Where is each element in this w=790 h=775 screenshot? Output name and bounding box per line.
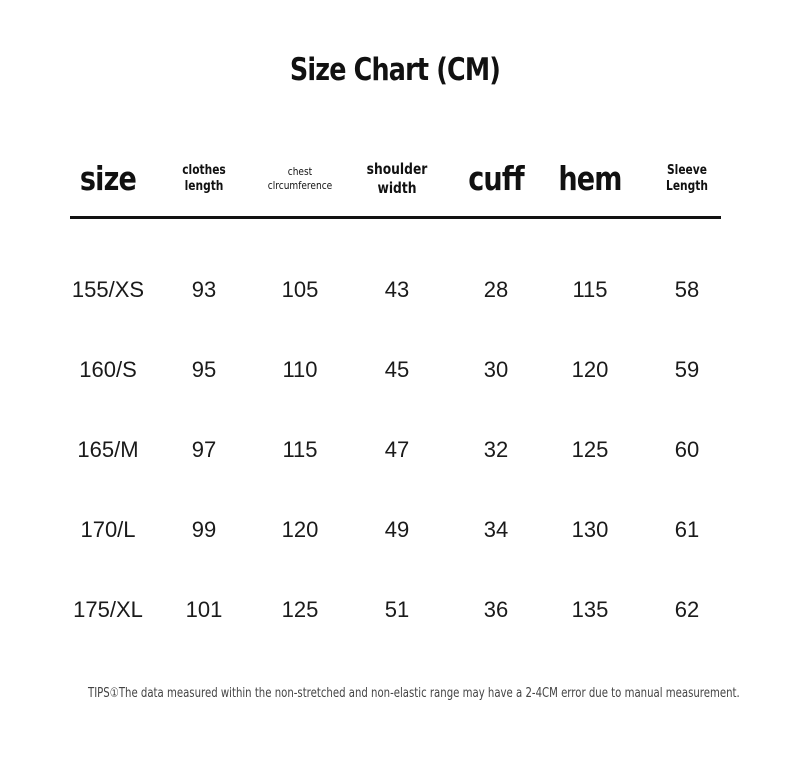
cell-hem: 130 bbox=[571, 517, 609, 542]
tips-note: TIPS①The data measured within the non-stretched and non-elastic range may have a 2-4CM error due to manual measurement. bbox=[88, 686, 740, 701]
cell-sleeve-length: 60 bbox=[674, 437, 700, 462]
cell-size: 175/XL bbox=[73, 597, 143, 622]
header-hem bbox=[551, 140, 630, 218]
cell-size: 165/M bbox=[77, 437, 139, 462]
cell-hem: 120 bbox=[571, 357, 609, 382]
header-shoulder-width bbox=[358, 140, 437, 218]
cell-cuff: 32 bbox=[483, 437, 509, 462]
header-label: Sleeve Length bbox=[666, 162, 708, 194]
cell-clothes-length: 99 bbox=[191, 517, 217, 542]
cell-size: 155/XS bbox=[71, 277, 145, 302]
cell-clothes-length: 95 bbox=[191, 357, 217, 382]
header-label: shoulder width bbox=[366, 160, 428, 197]
cell-shoulder-width: 51 bbox=[384, 597, 410, 622]
cell-shoulder-width: 45 bbox=[384, 357, 410, 382]
header-label: hem bbox=[558, 159, 622, 199]
table-header bbox=[70, 140, 720, 218]
header-clothes-length bbox=[165, 140, 244, 218]
cell-cuff: 30 bbox=[483, 357, 509, 382]
header-divider bbox=[70, 216, 721, 219]
cell-sleeve-length: 62 bbox=[674, 597, 700, 622]
cell-chest-circumference: 125 bbox=[281, 597, 319, 622]
table-row bbox=[70, 510, 720, 550]
header-label: cuff bbox=[468, 159, 524, 199]
header-cuff bbox=[457, 140, 536, 218]
cell-clothes-length: 101 bbox=[185, 597, 223, 622]
cell-chest-circumference: 110 bbox=[282, 357, 318, 382]
cell-clothes-length: 93 bbox=[191, 277, 217, 302]
cell-sleeve-length: 59 bbox=[674, 357, 700, 382]
table-row bbox=[70, 430, 720, 470]
cell-shoulder-width: 49 bbox=[384, 517, 410, 542]
header-label: size bbox=[79, 159, 137, 199]
table-row bbox=[70, 590, 720, 630]
table-row bbox=[70, 350, 720, 390]
cell-hem: 115 bbox=[572, 277, 608, 302]
cell-shoulder-width: 47 bbox=[384, 437, 410, 462]
header-size bbox=[69, 140, 148, 218]
cell-hem: 125 bbox=[571, 437, 609, 462]
cell-size: 160/S bbox=[79, 357, 137, 382]
cell-size: 170/L bbox=[80, 517, 136, 542]
header-label: chest clrcumference bbox=[267, 165, 333, 192]
cell-clothes-length: 97 bbox=[191, 437, 217, 462]
table-row bbox=[70, 270, 720, 310]
cell-cuff: 36 bbox=[483, 597, 509, 622]
cell-chest-circumference: 120 bbox=[281, 517, 319, 542]
cell-sleeve-length: 58 bbox=[674, 277, 700, 302]
cell-chest-circumference: 105 bbox=[281, 277, 319, 302]
cell-cuff: 28 bbox=[483, 277, 509, 302]
header-chest-circumference bbox=[261, 140, 340, 218]
cell-chest-circumference: 115 bbox=[282, 437, 318, 462]
header-label: clothes length bbox=[182, 162, 226, 194]
cell-hem: 135 bbox=[571, 597, 609, 622]
cell-shoulder-width: 43 bbox=[384, 277, 410, 302]
cell-cuff: 34 bbox=[483, 517, 509, 542]
cell-sleeve-length: 61 bbox=[674, 517, 700, 542]
chart-title: Size Chart (CM) bbox=[289, 52, 501, 88]
header-sleeve-length bbox=[648, 140, 727, 218]
